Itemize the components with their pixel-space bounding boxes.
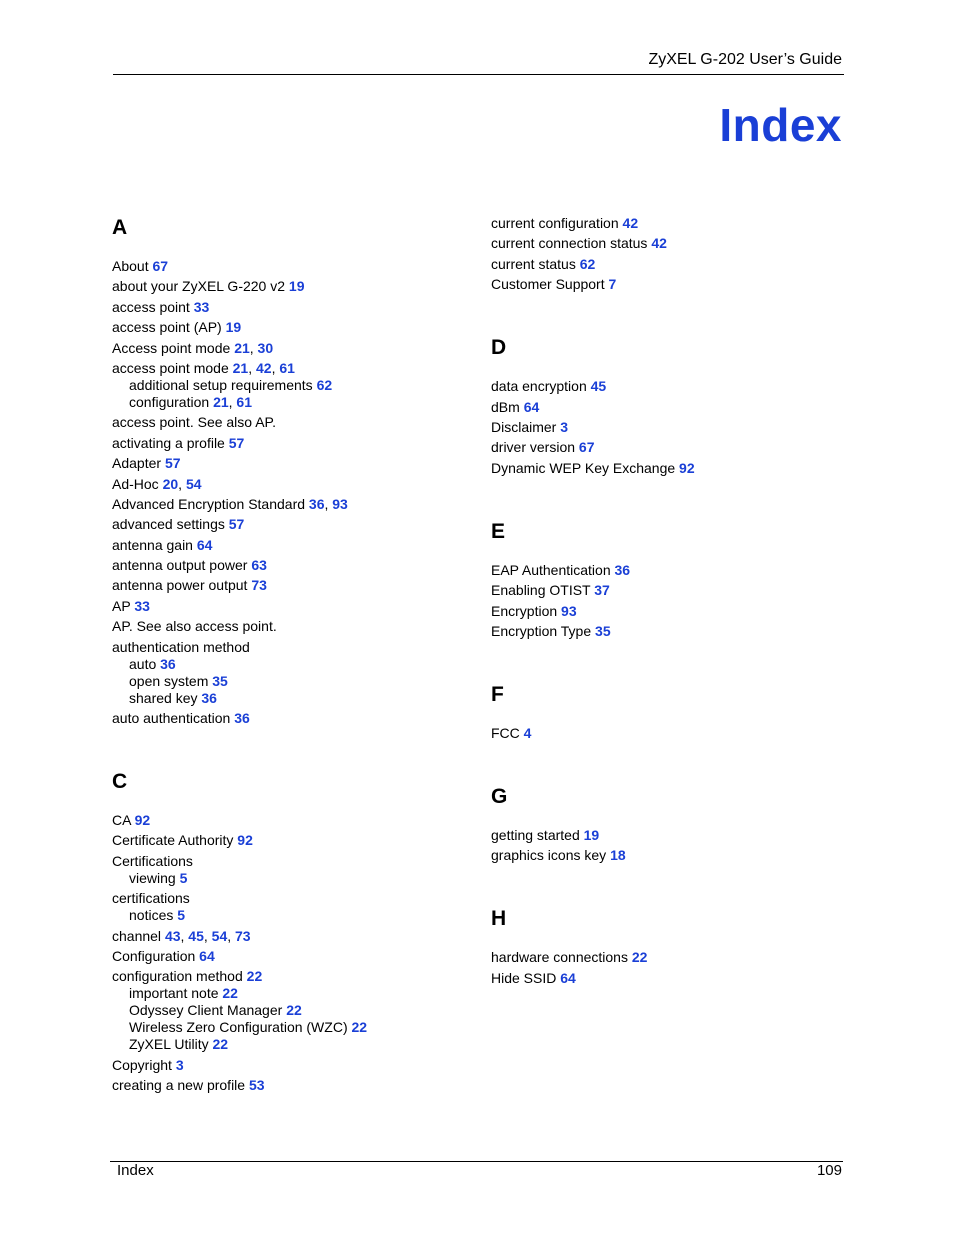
index-entries bbox=[112, 812, 472, 1094]
index-entry bbox=[491, 439, 851, 456]
index-term: Disclaimer bbox=[491, 418, 557, 435]
page-link[interactable]: 36 bbox=[308, 495, 325, 512]
index-term: Copyright bbox=[112, 1056, 172, 1073]
page-link[interactable]: 45 bbox=[188, 927, 204, 944]
index-term: open system bbox=[129, 672, 209, 689]
index-subentries bbox=[112, 985, 472, 1053]
page-link[interactable]: 42 bbox=[255, 359, 272, 376]
page-link[interactable]: 54 bbox=[185, 475, 202, 492]
index-entry bbox=[491, 949, 851, 966]
index-entry bbox=[491, 623, 851, 640]
index-term: Encryption bbox=[491, 602, 558, 619]
index-term: channel bbox=[112, 927, 162, 944]
page-link[interactable]: 36 bbox=[201, 689, 217, 706]
index-entry bbox=[112, 968, 472, 1053]
page-separator: , bbox=[271, 359, 280, 376]
index-term: AP bbox=[112, 597, 131, 614]
page-link[interactable]: 20 bbox=[162, 475, 179, 492]
index-subentry bbox=[112, 1019, 472, 1036]
index-entries bbox=[491, 827, 851, 864]
page-link[interactable]: 22 bbox=[286, 1002, 302, 1019]
page-separator: , bbox=[228, 393, 237, 410]
page-link[interactable]: 3 bbox=[560, 418, 569, 435]
page-link[interactable]: 67 bbox=[578, 439, 595, 456]
footer-section: Index bbox=[117, 1162, 154, 1179]
index-entry bbox=[112, 577, 472, 594]
index-section bbox=[491, 680, 851, 742]
index-entry bbox=[491, 827, 851, 844]
page-separator: , bbox=[203, 927, 212, 944]
section-letter: E bbox=[491, 519, 506, 543]
index-term: hardware connections bbox=[491, 949, 628, 966]
index-term: current configuration bbox=[491, 215, 619, 231]
index-entry bbox=[112, 812, 472, 829]
section-letter: C bbox=[112, 770, 128, 794]
index-entry bbox=[112, 1077, 472, 1094]
page-link[interactable]: 64 bbox=[196, 536, 213, 553]
index-entry bbox=[112, 710, 472, 727]
page-link[interactable]: 57 bbox=[228, 516, 245, 533]
page-link[interactable]: 21 bbox=[232, 359, 249, 376]
section-letter: A bbox=[112, 216, 128, 239]
index-entry bbox=[491, 562, 851, 579]
index-term: Odyssey Client Manager bbox=[129, 1002, 283, 1019]
index-section bbox=[491, 215, 851, 293]
page-link[interactable]: 73 bbox=[251, 577, 267, 594]
page-link[interactable]: 35 bbox=[595, 622, 611, 639]
index-entry bbox=[491, 970, 851, 987]
page-link[interactable]: 30 bbox=[257, 339, 274, 356]
index-term: important note bbox=[129, 985, 219, 1002]
index-term: data encryption bbox=[491, 378, 587, 395]
index-entry bbox=[491, 235, 851, 252]
index-subentry bbox=[112, 394, 472, 411]
page-link[interactable]: 43 bbox=[164, 927, 181, 944]
page-link[interactable]: 5 bbox=[177, 907, 186, 924]
index-entries bbox=[491, 725, 851, 742]
page-link[interactable]: 57 bbox=[164, 455, 181, 472]
page-link[interactable]: 64 bbox=[523, 398, 540, 415]
index-term: antenna gain bbox=[112, 536, 193, 553]
page-title: Index bbox=[719, 99, 842, 151]
page-link[interactable]: 93 bbox=[561, 602, 577, 619]
page-link[interactable]: 36 bbox=[614, 561, 631, 578]
index-entry bbox=[112, 618, 472, 635]
page-link[interactable]: 22 bbox=[212, 1036, 229, 1053]
index-term: auto authentication bbox=[112, 710, 231, 727]
page-link[interactable]: 92 bbox=[134, 812, 151, 829]
page-link[interactable]: 92 bbox=[679, 459, 695, 476]
index-column-left bbox=[112, 213, 472, 1098]
index-entry bbox=[112, 516, 472, 533]
index-term: graphics icons key bbox=[491, 847, 607, 864]
index-subentry bbox=[112, 1002, 472, 1019]
index-subentry bbox=[112, 985, 472, 1002]
page-link[interactable]: 61 bbox=[279, 359, 295, 376]
index-term: access point bbox=[112, 298, 190, 315]
index-entries bbox=[491, 562, 851, 640]
page-link[interactable]: 18 bbox=[610, 847, 626, 864]
page-link[interactable]: 54 bbox=[211, 927, 228, 944]
page-link[interactable]: 93 bbox=[332, 495, 348, 512]
index-term: viewing bbox=[129, 869, 176, 886]
index-subentries bbox=[112, 870, 472, 887]
page-link[interactable]: 67 bbox=[152, 258, 169, 274]
index-entry bbox=[112, 948, 472, 965]
page-link[interactable]: 19 bbox=[225, 319, 242, 336]
page-link[interactable]: 7 bbox=[608, 276, 617, 293]
index-term: Wireless Zero Configuration (WZC) bbox=[129, 1019, 348, 1036]
index-term: Adapter bbox=[112, 455, 162, 472]
index-subentries bbox=[112, 377, 472, 411]
page-link[interactable]: 22 bbox=[222, 985, 238, 1002]
index-term: configuration method bbox=[112, 968, 243, 985]
page-link[interactable]: 37 bbox=[594, 582, 610, 599]
index-subentry bbox=[112, 673, 472, 690]
index-term: access point mode bbox=[112, 359, 229, 376]
index-entry bbox=[491, 582, 851, 599]
index-entry bbox=[112, 360, 472, 411]
index-term: Customer Support bbox=[491, 276, 605, 293]
index-entry bbox=[112, 455, 472, 472]
page-link[interactable]: 36 bbox=[160, 655, 176, 672]
page-link[interactable]: 64 bbox=[199, 947, 215, 964]
index-term: certifications bbox=[112, 890, 190, 907]
index-term: notices bbox=[129, 907, 174, 924]
index-entry bbox=[112, 319, 472, 336]
index-term: access point. See also AP. bbox=[112, 414, 276, 431]
page-link[interactable]: 4 bbox=[523, 724, 532, 741]
page-link[interactable]: 62 bbox=[579, 255, 596, 272]
index-term: About bbox=[112, 258, 149, 274]
index-subentry bbox=[112, 377, 472, 394]
index-entry bbox=[112, 435, 472, 452]
index-subentry bbox=[112, 690, 472, 707]
index-term: activating a profile bbox=[112, 434, 225, 451]
index-term: dBm bbox=[491, 398, 520, 415]
index-term: CA bbox=[112, 812, 131, 829]
index-term: current connection status bbox=[491, 235, 648, 252]
index-entries bbox=[491, 949, 851, 986]
index-entry bbox=[112, 598, 472, 615]
page-link[interactable]: 73 bbox=[235, 927, 251, 944]
index-term: Advanced Encryption Standard bbox=[112, 495, 306, 512]
index-entry bbox=[112, 1057, 472, 1074]
index-term: Encryption Type bbox=[491, 622, 592, 639]
index-term: getting started bbox=[491, 826, 580, 843]
index-term: Dynamic WEP Key Exchange bbox=[491, 459, 676, 476]
index-entry bbox=[491, 725, 851, 742]
page-link[interactable]: 21 bbox=[234, 339, 250, 356]
index-entry bbox=[112, 278, 472, 295]
index-entry bbox=[491, 399, 851, 416]
index-section bbox=[491, 333, 851, 477]
index-term: additional setup requirements bbox=[129, 376, 313, 393]
index-entry bbox=[491, 460, 851, 477]
page-link[interactable]: 19 bbox=[288, 278, 305, 295]
index-entry bbox=[112, 299, 472, 316]
index-term: Hide SSID bbox=[491, 969, 557, 986]
page-link[interactable]: 33 bbox=[134, 597, 150, 614]
index-entry bbox=[112, 557, 472, 574]
index-entry bbox=[112, 832, 472, 849]
index-section bbox=[491, 517, 851, 640]
index-entry bbox=[112, 639, 472, 707]
index-entry bbox=[491, 603, 851, 620]
index-entry bbox=[112, 853, 472, 887]
index-term: about your ZyXEL G-220 v2 bbox=[112, 278, 286, 295]
index-column-right bbox=[491, 215, 851, 990]
page-link[interactable]: 62 bbox=[316, 376, 333, 393]
index-term: driver version bbox=[491, 439, 576, 456]
page-link[interactable]: 64 bbox=[560, 969, 576, 986]
index-term: Configuration bbox=[112, 947, 196, 964]
page-link[interactable]: 21 bbox=[213, 393, 229, 410]
index-term: access point (AP) bbox=[112, 319, 222, 336]
index-entry bbox=[112, 258, 472, 275]
index-entries bbox=[112, 258, 472, 727]
section-letter: F bbox=[491, 682, 504, 706]
page-link[interactable]: 36 bbox=[234, 710, 250, 727]
page-link[interactable]: 35 bbox=[212, 672, 228, 689]
index-entry bbox=[112, 537, 472, 554]
page-link[interactable]: 63 bbox=[251, 557, 267, 574]
page-separator: , bbox=[180, 927, 189, 944]
index-subentry bbox=[112, 656, 472, 673]
page-link[interactable]: 33 bbox=[193, 298, 210, 315]
guide-title: ZyXEL G-202 User’s Guide bbox=[648, 51, 842, 68]
index-term: Ad-Hoc bbox=[112, 475, 159, 492]
index-term: authentication method bbox=[112, 638, 250, 655]
index-term: ZyXEL Utility bbox=[129, 1036, 209, 1053]
index-term: auto bbox=[129, 655, 157, 672]
index-term: shared key bbox=[129, 689, 198, 706]
page-link[interactable]: 57 bbox=[228, 434, 245, 451]
index-entry bbox=[112, 890, 472, 924]
index-entry bbox=[112, 414, 472, 431]
index-section bbox=[491, 782, 851, 864]
section-letter: G bbox=[491, 784, 508, 808]
index-term: antenna power output bbox=[112, 577, 248, 594]
page-separator: , bbox=[248, 359, 256, 376]
page-link[interactable]: 61 bbox=[236, 393, 252, 410]
index-entry bbox=[112, 476, 472, 493]
page-link[interactable]: 19 bbox=[583, 826, 600, 843]
page-link[interactable]: 42 bbox=[622, 215, 639, 231]
index-term: configuration bbox=[129, 393, 210, 410]
page-link[interactable]: 3 bbox=[175, 1056, 184, 1073]
index-entry bbox=[491, 419, 851, 436]
index-subentry bbox=[112, 1036, 472, 1053]
page-link[interactable]: 22 bbox=[351, 1019, 368, 1036]
index-term: Access point mode bbox=[112, 339, 231, 356]
index-section bbox=[112, 213, 472, 727]
page-separator: , bbox=[324, 495, 333, 512]
index-term: antenna output power bbox=[112, 557, 248, 574]
header-rule bbox=[113, 74, 844, 75]
page-separator: , bbox=[178, 475, 186, 492]
index-entries bbox=[491, 378, 851, 477]
page-separator: , bbox=[227, 927, 236, 944]
index-term: AP. See also access point. bbox=[112, 618, 277, 635]
index-entry bbox=[112, 340, 472, 357]
index-entry bbox=[491, 378, 851, 395]
page-link[interactable]: 45 bbox=[590, 378, 607, 395]
section-letter: H bbox=[491, 907, 507, 931]
index-entry bbox=[491, 847, 851, 864]
page-link[interactable]: 22 bbox=[631, 949, 648, 966]
index-entry bbox=[491, 256, 851, 273]
index-term: advanced settings bbox=[112, 516, 225, 533]
index-term: Enabling OTIST bbox=[491, 582, 591, 599]
index-section bbox=[112, 767, 472, 1094]
index-entry bbox=[491, 215, 851, 232]
section-letter: D bbox=[491, 336, 507, 360]
footer-rule bbox=[110, 1161, 843, 1162]
index-subentry bbox=[112, 907, 472, 924]
page-number: 109 bbox=[816, 1162, 842, 1179]
index-entry bbox=[112, 928, 472, 945]
index-term: Certificate Authority bbox=[112, 832, 234, 849]
index-entries bbox=[491, 215, 851, 293]
index-term: Certifications bbox=[112, 852, 193, 869]
index-term: FCC bbox=[491, 724, 520, 741]
index-subentries bbox=[112, 907, 472, 924]
index-term: current status bbox=[491, 255, 576, 272]
page-link[interactable]: 42 bbox=[651, 235, 667, 252]
page-separator: , bbox=[249, 339, 258, 356]
page-link[interactable]: 53 bbox=[248, 1077, 265, 1094]
index-entry bbox=[491, 276, 851, 293]
index-term: creating a new profile bbox=[112, 1077, 246, 1094]
index-entry bbox=[112, 496, 472, 513]
page-link[interactable]: 5 bbox=[179, 869, 188, 886]
index-subentry bbox=[112, 870, 472, 887]
index-subentries bbox=[112, 656, 472, 707]
page-link[interactable]: 22 bbox=[246, 968, 263, 985]
page-link[interactable]: 92 bbox=[237, 832, 253, 849]
index-term: EAP Authentication bbox=[491, 561, 611, 578]
index-section bbox=[491, 904, 851, 986]
